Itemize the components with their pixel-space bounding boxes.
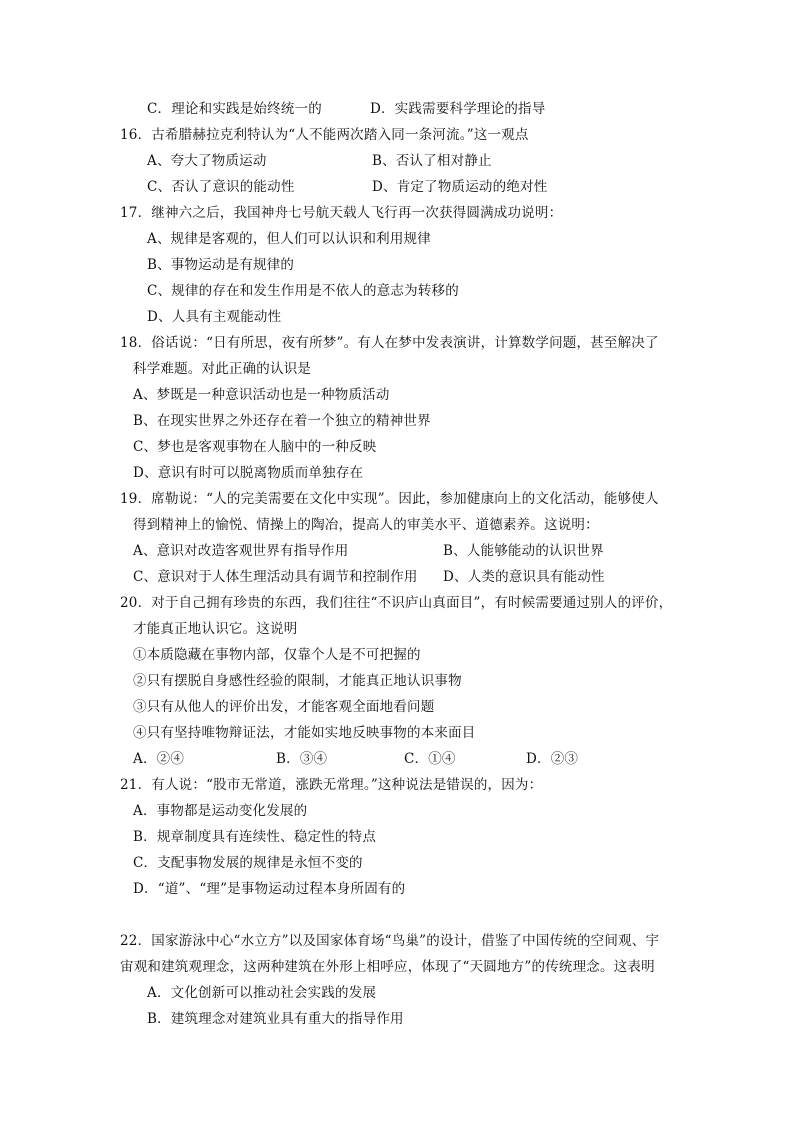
q18-option-c: C、梦也是客观事物在人脑中的一种反映 [133, 439, 377, 455]
q20-statement-4: ④只有坚持唯物辩证法，才能如实地反映事物的本来面目 [133, 725, 476, 741]
q18-option-b: B、在现实世界之外还存在着一个独立的精神世界 [133, 413, 431, 429]
q20-option-c: C．①④ [404, 751, 456, 767]
q20-option-b: B．③④ [276, 751, 328, 767]
question-21: 21．有人说：“股市无常道，涨跌无常理。”这种说法是错误的，因为： [120, 777, 543, 793]
q16-option-b: B、否认了相对静止 [372, 153, 492, 169]
q20-option-d: D．②③ [526, 751, 579, 767]
q16-option-a: A、夸大了物质运动 [147, 153, 267, 169]
question-20-cont: 才能真正地认识它。这说明 [133, 621, 298, 637]
question-19-cont: 得到精神上的愉悦、情操上的陶冶，提高人的审美水平、道德素养。这说明： [133, 517, 599, 533]
q19-option-d: D、人类的意识具有能动性 [443, 569, 605, 585]
question-18-cont: 科学难题。对此正确的认识是 [133, 361, 312, 377]
question-22: 22．国家游泳中心“水立方”以及国家体育场“鸟巢”的设计，借鉴了中国传统的空间观、宇 [120, 933, 660, 949]
question-17: 17．继神六之后，我国神舟七号航天载人飞行再一次获得圆满成功说明： [120, 205, 563, 221]
question-20: 20．对于自己拥有珍贵的东西，我们往往“不识庐山真面目”，有时候需要通过别人的评价， [120, 595, 673, 611]
q21-option-a: A．事物都是运动变化发展的 [133, 803, 308, 819]
q17-option-b: B、事物运动是有规律的 [147, 257, 295, 273]
q19-option-b: B、人能够能动的认识世界 [443, 543, 604, 559]
q16-option-c: C、否认了意识的能动性 [147, 179, 295, 195]
q16-option-d: D、肯定了物质运动的绝对性 [372, 179, 548, 195]
q22-option-b: B．建筑理念对建筑业具有重大的指导作用 [147, 1011, 404, 1027]
q17-option-d: D、人具有主观能动性 [147, 309, 282, 325]
q18-option-a: A、梦既是一种意识活动也是一种物质活动 [133, 387, 390, 403]
q21-option-c: C．支配事物发展的规律是永恒不变的 [133, 855, 363, 871]
q19-option-a: A、意识对改造客观世界有指导作用 [133, 543, 349, 559]
q20-option-a: A．②④ [133, 751, 185, 767]
q17-option-a: A、规律是客观的，但人们可以认识和利用规律 [147, 231, 431, 247]
q20-statement-1: ①本质隐藏在事物内部，仅靠个人是不可把握的 [133, 647, 421, 663]
q21-option-d: D．“道”、“理”是事物运动过程本身所固有的 [133, 881, 406, 897]
q19-option-c: C、意识对于人体生理活动具有调节和控制作用 [133, 569, 418, 585]
q15-option-d: D．实践需要科学理论的指导 [370, 101, 546, 117]
q15-option-c: C．理论和实践是始终统一的 [147, 101, 322, 117]
q17-option-c: C、规律的存在和发生作用是不依人的意志为转移的 [147, 283, 459, 299]
q21-option-b: B．规章制度具有连续性、稳定性的特点 [133, 829, 377, 845]
question-16: 16．古希腊赫拉克利特认为“人不能两次踏入同一条河流。”这一观点 [120, 127, 529, 143]
question-18: 18．俗话说：“日有所思，夜有所梦”。有人在梦中发表演讲，计算数学问题，甚至解决了 [120, 335, 659, 351]
q20-statement-3: ③只有从他人的评价出发，才能客观全面地看问题 [133, 699, 435, 715]
question-22-cont: 宙观和建筑观理念，这两种建筑在外形上相呼应，体现了“天圆地方”的传统理念。这表明 [120, 959, 655, 975]
q20-statement-2: ②只有摆脱自身感性经验的限制，才能真正地认识事物 [133, 673, 462, 689]
q22-option-a: A．文化创新可以推动社会实践的发展 [147, 985, 377, 1001]
q18-option-d: D、意识有时可以脱离物质而单独存在 [133, 465, 364, 481]
question-19: 19．席勒说：“人的完美需要在文化中实现”。因此，参加健康向上的文化活动，能够使人 [120, 491, 659, 507]
